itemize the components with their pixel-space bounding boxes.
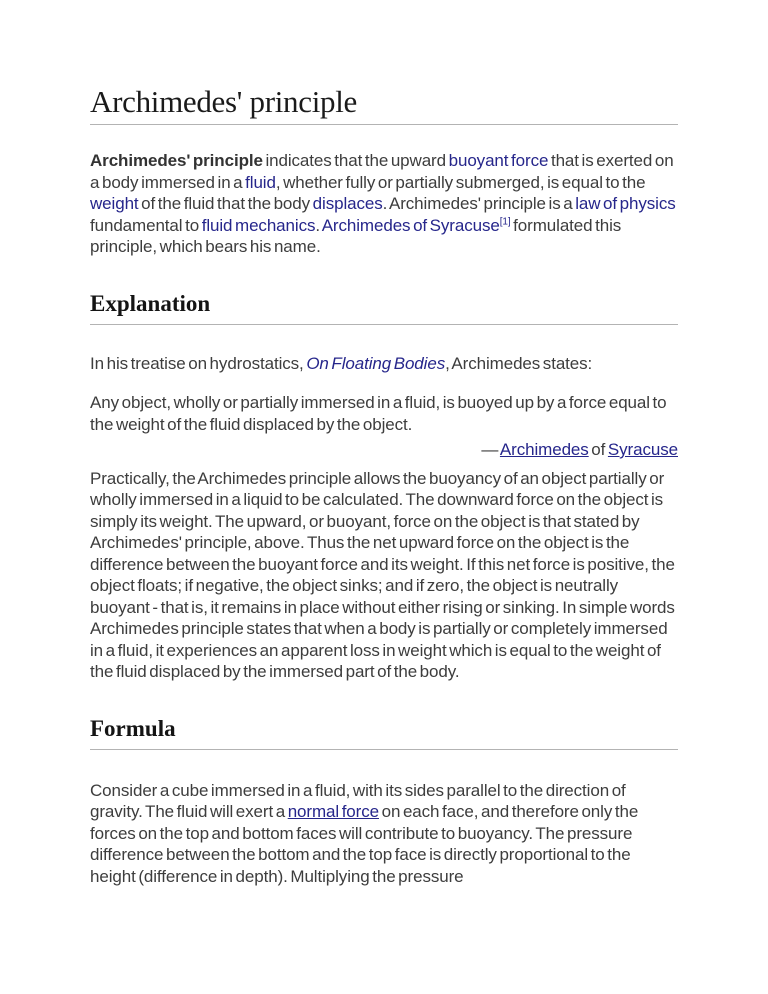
article-title: Archimedes' principle xyxy=(90,84,678,125)
text-segment: that is exerted on a body immersed in a xyxy=(90,151,674,192)
inline-link[interactable]: fluid xyxy=(245,172,276,192)
text-segment: fundamental to xyxy=(90,215,202,235)
inline-link[interactable]: normal force xyxy=(287,802,379,821)
text-segment: Archimedes' principle xyxy=(90,151,263,170)
text-segment: , Archimedes states: xyxy=(445,353,593,373)
section-heading-formula: Formula xyxy=(90,715,678,750)
text-segment: Consider a cube immersed in a fluid, with its sides parallel to the direction of gravity. The fluid will exert a xyxy=(90,780,626,821)
text-segment: — xyxy=(481,440,500,459)
text-segment: of the fluid that the body xyxy=(138,194,313,213)
inline-link[interactable]: fluid mechanics xyxy=(201,215,316,235)
text-segment: on each face, and therefore only the forces on the top and bottom faces will contribute to buoyancy. The pressure difference between the bottom and the top face is directly proportional to the height (difference in depth). Multiplying the pressure xyxy=(90,802,639,886)
text-segment: . Archimedes' principle is a xyxy=(382,194,576,213)
section-heading-explanation: Explanation xyxy=(90,290,678,325)
archimedes-quote: Any object, wholly or partially immersed in a fluid, is buoyed up by a force equal to the weight of the fluid displaced by the object. xyxy=(90,393,667,434)
inline-link[interactable]: On Floating Bodies xyxy=(306,353,446,373)
text-segment: formulated this principle, which bears his name. xyxy=(90,215,622,256)
practical-paragraph: Practically, the Archimedes principle allows the buoyancy of an object partially or wholly immersed in a liquid to be calculated. The downward force on the object is simply its weight. The upward, or buoyant, force on the object is that stated by Archimedes' principle, above. Thus the net upward force on the object is the difference between the buoyant force and its weight. If this net force is positive, the object floats; if negative, the object sinks; and if zero, the object is neutrally buoyant - that is, it remains in place without either rising or sinking. In simple words Archimedes principle states that when a body is partially or completely immersed in a fluid, it experiences an apparent loss in weight which is equal to the weight of the fluid displaced by the immersed part of the body. xyxy=(90,468,675,681)
inline-link[interactable]: Syracuse xyxy=(607,440,678,459)
inline-link[interactable]: buoyant force xyxy=(448,151,549,170)
inline-link[interactable]: Archimedes xyxy=(499,440,589,459)
quote-attribution xyxy=(90,439,678,461)
text-segment: indicates that the upward xyxy=(262,151,449,170)
text-segment: , whether fully or partially submerged, is equal to the xyxy=(275,172,646,192)
intro-paragraph xyxy=(90,150,678,258)
inline-link[interactable]: law of physics xyxy=(575,194,676,213)
inline-link[interactable]: Archimedes of Syracuse xyxy=(321,215,500,235)
text-segment: . xyxy=(315,215,322,235)
text-segment: In his treatise on hydrostatics, xyxy=(90,353,307,373)
formula-paragraph xyxy=(90,780,678,888)
text-segment: of xyxy=(588,440,608,459)
treatise-paragraph xyxy=(90,353,678,375)
inline-link[interactable]: displaces xyxy=(312,194,383,213)
inline-link[interactable]: weight xyxy=(90,194,139,213)
inline-link[interactable]: [1] xyxy=(499,215,511,227)
